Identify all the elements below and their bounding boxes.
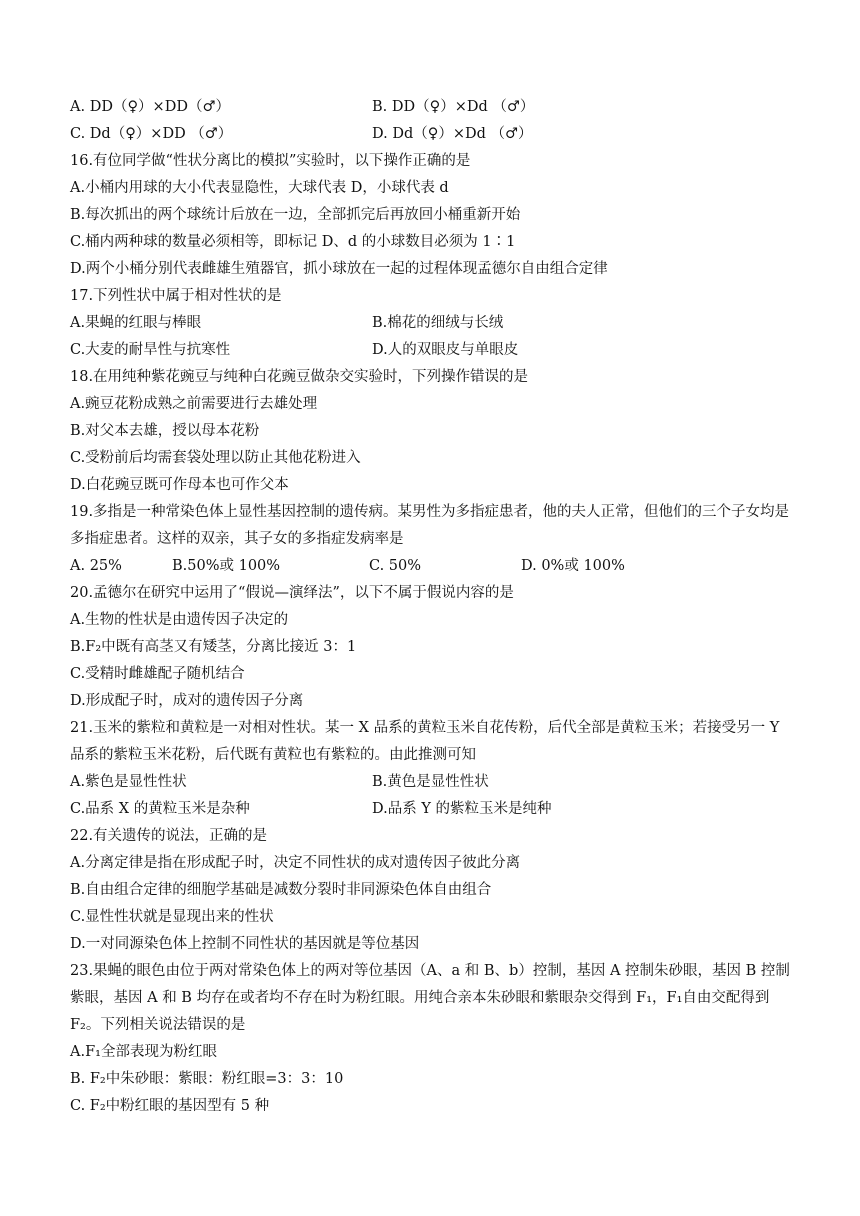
q15-option-b: B. DD（♀）×Dd （♂） [372,99,535,115]
q21-option-a: A.紫色是显性性状 [70,774,187,790]
q21-option-d: D.品系 Y 的紫粒玉米是纯种 [372,801,552,817]
q23-option-b: B. F₂中朱砂眼：紫眼：粉红眼=3：3：10 [70,1071,344,1087]
q17-option-a: A.果蝇的红眼与棒眼 [70,315,202,331]
q21-option-c: C.品系 X 的黄粒玉米是杂种 [70,801,250,817]
q23-option-a: A.F₁全部表现为粉红眼 [70,1044,217,1060]
q18-option-b: B.对父本去雄，授以母本花粉 [70,423,260,439]
q17-stem: 17.下列性状中属于相对性状的是 [70,288,282,304]
q22-stem: 22.有关遗传的说法，正确的是 [70,828,268,844]
q21-option-b: B.黄色是显性性状 [372,774,489,790]
q21-options-row-2 [70,796,794,823]
q17-option-c: C.大麦的耐旱性与抗寒性 [70,342,231,358]
q15-option-d: D. Dd（♀）×Dd （♂） [372,126,533,142]
q16-stem: 16.有位同学做“性状分离比的模拟”实验时，以下操作正确的是 [70,153,471,169]
q19-option-b: B.50%或 100% [172,558,281,574]
q20-option-b: B.F₂中既有高茎又有矮茎，分离比接近 3：1 [70,639,357,655]
q15-option-a: A. DD（♀）×DD（♂） [70,99,230,115]
q16-option-b: B.每次抓出的两个球统计后放在一边，全部抓完后再放回小桶重新开始 [70,207,521,223]
exam-page [70,94,794,1120]
q22-option-a: A.分离定律是指在形成配子时，决定不同性状的成对遗传因子彼此分离 [70,855,521,871]
q15-options-row-2 [70,121,794,148]
q19-options-row [70,553,794,580]
q15-options-row-1 [70,94,794,121]
q21-stem: 21.玉米的紫粒和黄粒是一对相对性状。某一 X 品系的黄粒玉米自花传粉，后代全部是黄粒玉米；若接受另一 Y 品系的紫粒玉米花粉，后代既有黄粒也有紫粒的。由此推测可知 [70,720,780,763]
q22-option-c: C.显性性状就是显现出来的性状 [70,909,274,925]
q17-option-b: B.棉花的细绒与长绒 [372,315,504,331]
q23-stem: 23.果蝇的眼色由位于两对常染色体上的两对等位基因（A、a 和 B、b）控制，基因 A 控制朱砂眼，基因 B 控制紫眼，基因 A 和 B 均存在或者均不存在时为粉红眼。用纯合亲本朱砂眼和紫眼杂交得到 F₁，F₁自由交配得到 F₂。下列相关说法错误的是 [70,963,790,1033]
q19-stem: 19.多指是一种常染色体上显性基因控制的遗传病。某男性为多指症患者，他的夫人正常，但他们的三个子女均是多指症患者。这样的双亲，其子女的多指症发病率是 [70,504,790,547]
q17-options-row-2 [70,337,794,364]
q20-option-c: C.受精时雌雄配子随机结合 [70,666,245,682]
q16-option-d: D.两个小桶分别代表雌雄生殖器官，抓小球放在一起的过程体现孟德尔自由组合定律 [70,261,608,277]
q18-option-a: A.豌豆花粉成熟之前需要进行去雄处理 [70,396,318,412]
q21-options-row-1 [70,769,794,796]
q16-option-a: A.小桶内用球的大小代表显隐性，大球代表 D，小球代表 d [70,180,449,196]
q20-option-d: D.形成配子时，成对的遗传因子分离 [70,693,304,709]
q15-option-c: C. Dd（♀）×DD （♂） [70,126,233,142]
q16-option-c: C.桶内两种球的数量必须相等，即标记 D、d 的小球数目必须为 1∶1 [70,234,516,250]
q17-options-row-1 [70,310,794,337]
q22-option-b: B.自由组合定律的细胞学基础是减数分裂时非同源染色体自由组合 [70,882,492,898]
q18-option-c: C.受粉前后均需套袋处理以防止其他花粉进入 [70,450,361,466]
q18-option-d: D.白花豌豆既可作母本也可作父本 [70,477,289,493]
q19-option-a: A. 25% [70,558,122,574]
q18-stem: 18.在用纯种紫花豌豆与纯种白花豌豆做杂交实验时，下列操作错误的是 [70,369,529,385]
q20-option-a: A.生物的性状是由遗传因子决定的 [70,612,289,628]
q23-option-c: C. F₂中粉红眼的基因型有 5 种 [70,1098,270,1114]
q19-option-c: C. 50% [369,558,422,574]
q19-option-d: D. 0%或 100% [521,558,625,574]
q22-option-d: D.一对同源染色体上控制不同性状的基因就是等位基因 [70,936,420,952]
q17-option-d: D.人的双眼皮与单眼皮 [372,342,519,358]
q20-stem: 20.孟德尔在研究中运用了“假说—演绎法”，以下不属于假说内容的是 [70,585,514,601]
